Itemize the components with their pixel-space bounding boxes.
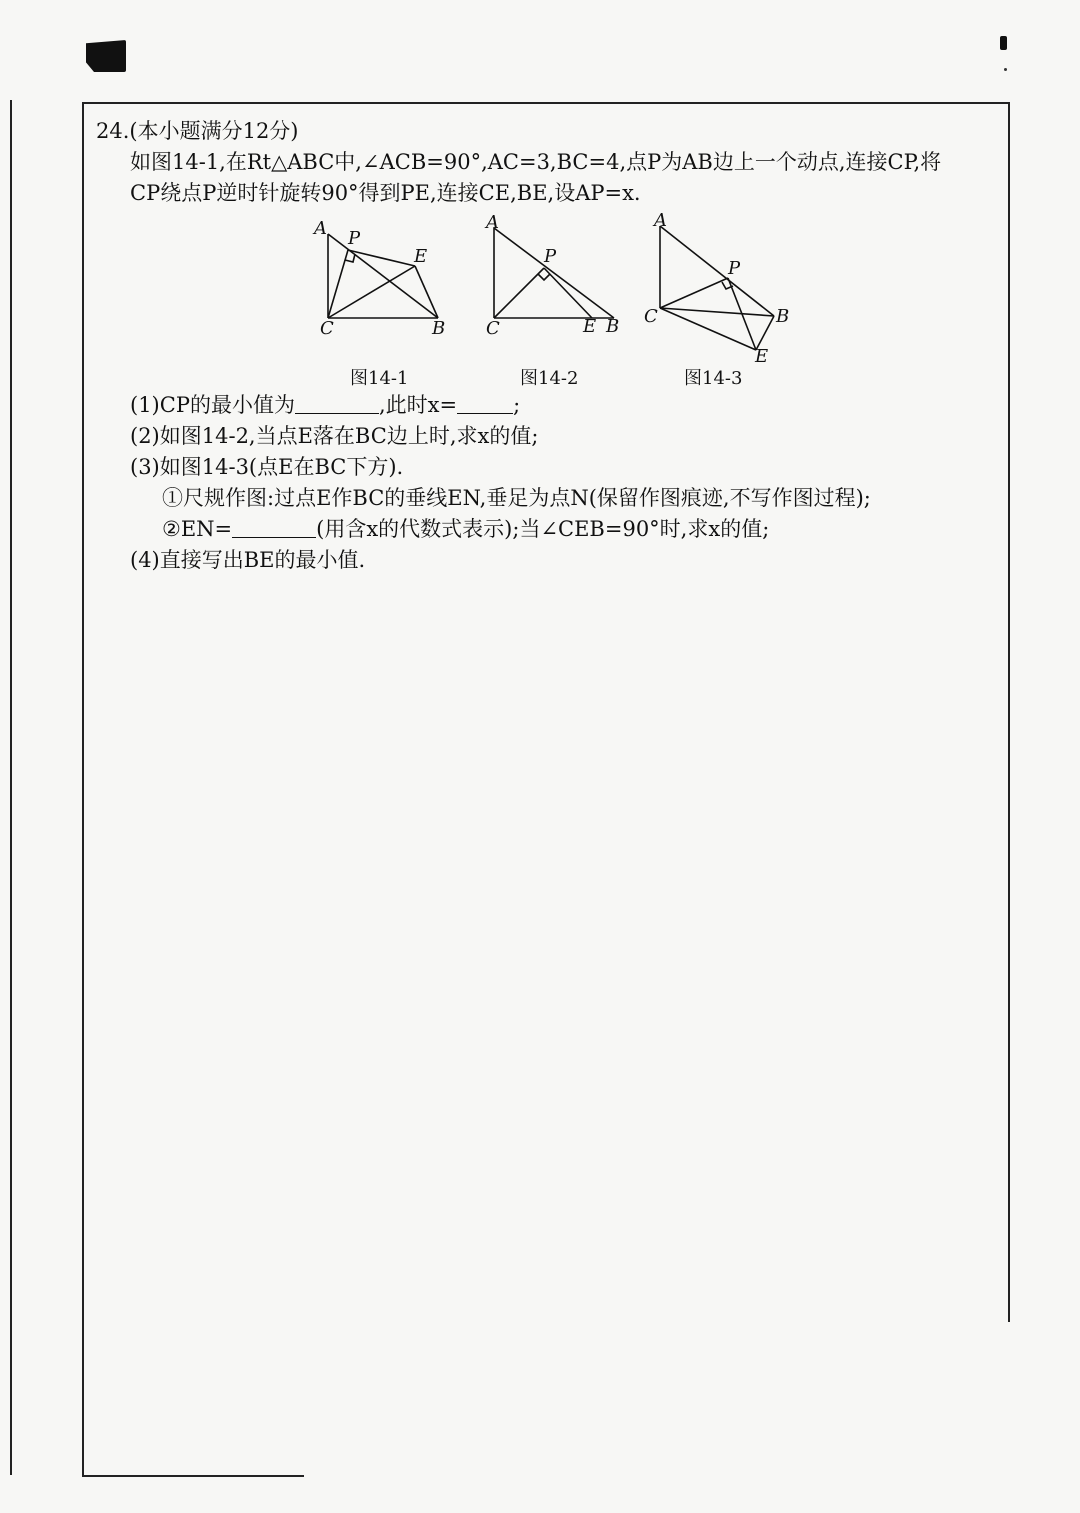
answer-blank[interactable] — [232, 515, 316, 538]
question-block — [96, 116, 1006, 209]
fig3-label-c: C — [644, 306, 658, 327]
figure-14-3 — [660, 226, 774, 350]
fig3-label-a: A — [654, 210, 667, 231]
answer-frame-right — [1008, 102, 1010, 1322]
scan-mark — [86, 40, 126, 72]
part-4: (4)直接写出BE的最小值. — [130, 548, 366, 572]
fig1-label-p: P — [348, 228, 361, 249]
part-3-2-text: (用含x的代数式表示);当∠CEB=90°时,求x的值; — [316, 517, 770, 541]
part-1-text: ,此时x= — [378, 393, 458, 417]
question-stem-line1: 如图14-1,在Rt△ABC中,∠ACB=90°,AC=3,BC=4,点P为AB边上一个动点,连接CP,将 — [130, 150, 942, 174]
question-stem-line2: CP绕点P逆时针旋转90°得到PE,连接CE,BE,设AP=x. — [130, 181, 641, 205]
part-3-2-text: ②EN= — [162, 517, 233, 541]
fig3-label-e: E — [755, 346, 769, 367]
fig2-label-b: B — [606, 316, 620, 337]
part-3-2 — [96, 514, 1006, 545]
part-1-text: ; — [513, 393, 521, 417]
answer-frame-left — [82, 102, 84, 1477]
figure-14-2 — [494, 228, 614, 318]
fig3-label-p: P — [728, 258, 741, 279]
fig2-label-p: P — [544, 246, 557, 267]
answer-blank[interactable] — [457, 391, 513, 414]
fig2-label-a: A — [486, 212, 499, 233]
scan-dot — [1004, 68, 1007, 71]
fig2-label-c: C — [486, 318, 500, 339]
scan-mark — [1000, 36, 1007, 50]
fig1-label-a: A — [314, 218, 327, 239]
answer-frame-bottom — [82, 1475, 304, 1477]
question-parts — [96, 390, 1006, 576]
question-header: 24.(本小题满分12分) — [96, 119, 299, 143]
fig1-label-c: C — [320, 318, 334, 339]
figures — [300, 212, 820, 392]
figure-caption: 图14-1 — [350, 368, 409, 389]
answer-frame-top — [82, 102, 1010, 104]
figure-caption: 图14-2 — [520, 368, 579, 389]
part-3-1: ①尺规作图:过点E作BC的垂线EN,垂足为点N(保留作图痕迹,不写作图过程); — [162, 486, 871, 510]
part-1-text: (1)CP的最小值为 — [130, 393, 295, 417]
part-3: (3)如图14-3(点E在BC下方). — [130, 455, 404, 479]
fig2-label-e: E — [583, 316, 597, 337]
fig1-label-e: E — [414, 246, 428, 267]
part-1 — [96, 390, 1006, 421]
figure-caption: 图14-3 — [684, 368, 743, 389]
margin-rule — [10, 100, 12, 1475]
fig1-label-b: B — [432, 318, 446, 339]
fig3-label-b: B — [776, 306, 790, 327]
answer-blank[interactable] — [295, 391, 379, 414]
part-2: (2)如图14-2,当点E落在BC边上时,求x的值; — [130, 424, 539, 448]
